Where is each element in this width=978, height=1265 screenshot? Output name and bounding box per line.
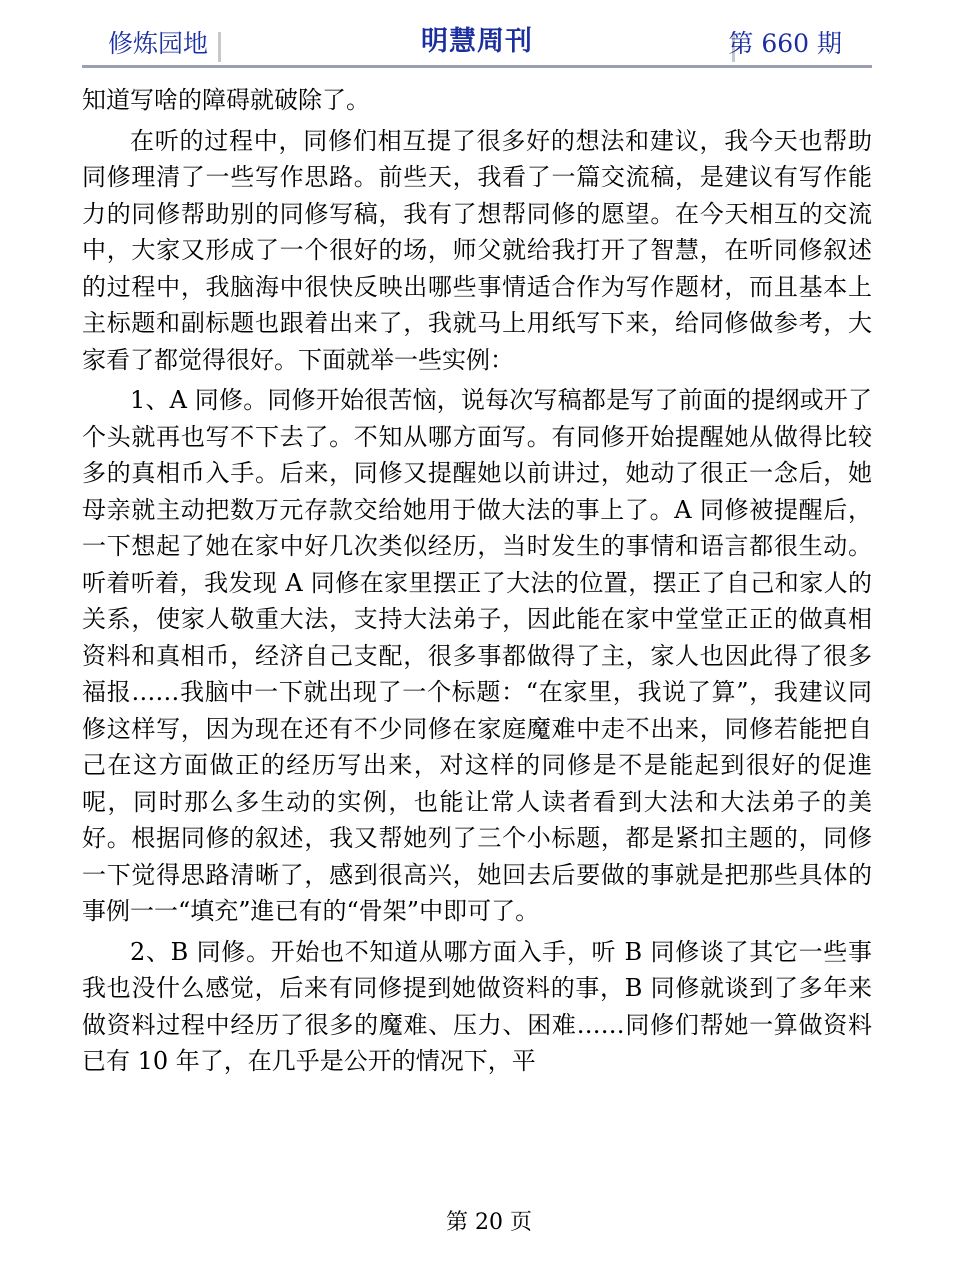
- paragraph-continuation: 知道写啥的障碍就破除了。: [82, 86, 370, 114]
- issue-number: 第 660 期: [728, 29, 842, 58]
- section-label: 修炼园地: [108, 29, 209, 58]
- paragraph-example-b: 2、B 同修。开始也不知道从哪方面入手，听 B 同修谈了其它一些事我也没什么感觉，后来有同修提到她做资料的事，B 同修就谈到了多年来做资料过程中经历了很多的魔难、压力、困难……同修们帮她一算做资料已有 10 年了，在几乎是公开的情况下，平: [82, 937, 872, 1075]
- page-header: [82, 22, 872, 68]
- page-number: 第 20 页: [446, 1210, 532, 1235]
- paragraph-intro: 在听的过程中，同修们相互提了很多好的想法和建议，我今天也帮助同修理清了一些写作思路。前些天，我看了一篇交流稿，是建议有写作能力的同修帮助别的同修写稿，我有了想帮同修的愿望。在今天相互的交流中，大家又形成了一个很好的场，师父就给我打开了智慧，在听同修叙述的过程中，我脑海中很快反映出哪些事情适合作为写作题材，而且基本上主标题和副标题也跟着出来了，我就马上用纸写下来，给同修做参考，大家看了都觉得很好。下面就举一些实例：: [82, 126, 872, 374]
- paragraph-example-a: 1、A 同修。同修开始很苦恼，说每次写稿都是写了前面的提纲或开了个头就再也写不下去了。不知从哪方面写。有同修开始提醒她从做得比较多的真相币入手。后来，同修又提醒她以前讲过，她动了很正一念后，她母亲就主动把数万元存款交给她用于做大法的事上了。A 同修被提醒后，一下想起了她在家中好几次类似经历，当时发生的事情和语言都很生动。听着听着，我发现 A 同修在家里摆正了大法的位置，摆正了自己和家人的关系，使家人敬重大法，支持大法弟子，因此能在家中堂堂正正的做真相资料和真相币，经济自己支配，很多事都做得了主，家人也因此得了很多福报……我脑中一下就出现了一个标题：“在家里，我说了算”，我建议同修这样写，因为现在还有不少同修在家庭魔难中走不出来，同修若能把自己在这方面做正的经历写出来，对这样的同修是不是能起到很好的促進呢，同时那么多生动的实例，也能让常人读者看到大法和大法弟子的美好。根据同修的叙述，我又帮她列了三个小标题，都是紧扣主题的，同修一下觉得思路清晰了，感到很高兴，她回去后要做的事就是把那些具体的事例一一“填充”進已有的“骨架”中即可了。: [82, 386, 872, 925]
- publication-title: 明慧周刊: [421, 26, 533, 57]
- article-body: [82, 82, 872, 1080]
- header-rule: [82, 65, 872, 68]
